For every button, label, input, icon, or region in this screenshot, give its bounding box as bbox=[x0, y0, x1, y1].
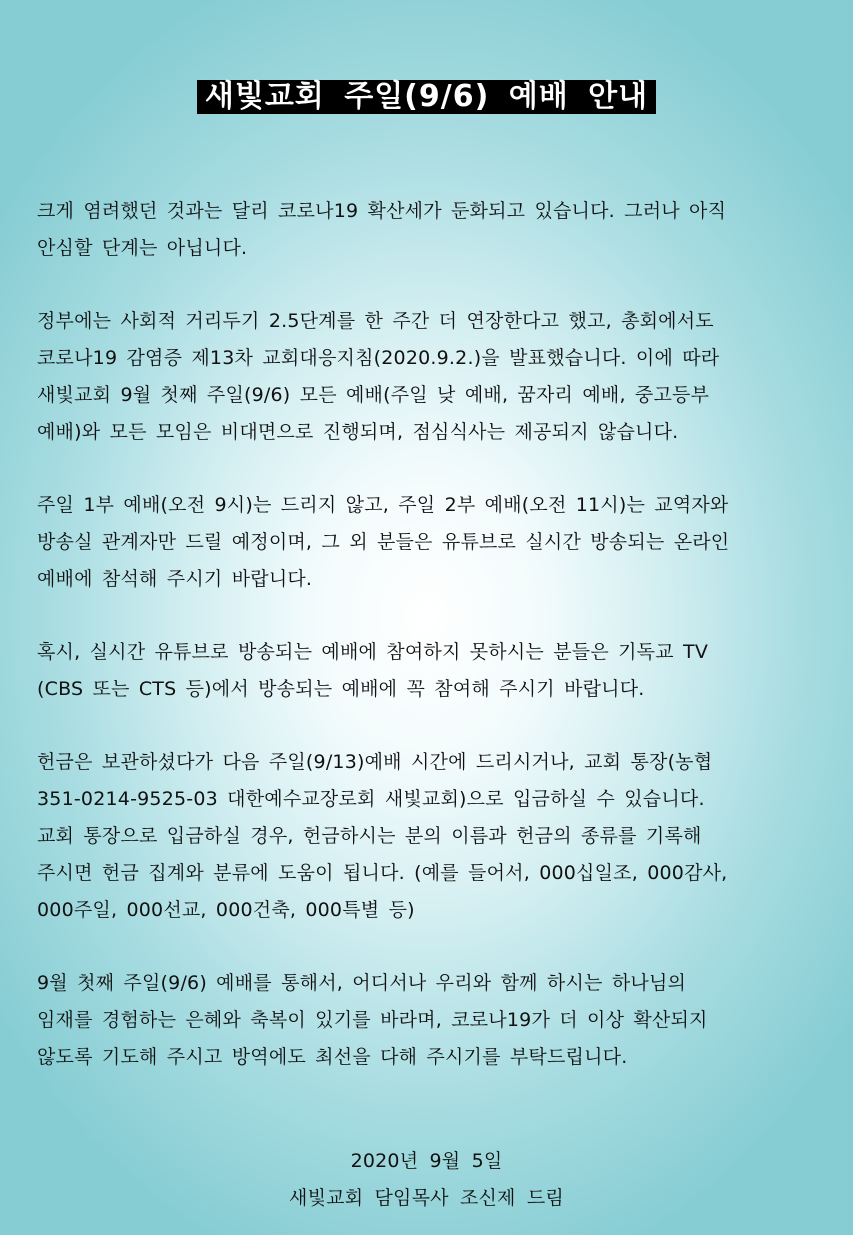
title-wrap bbox=[0, 80, 853, 114]
signature: 새빛교회 담임목사 조신제 드림 bbox=[289, 1187, 564, 1209]
text-line: 주일 1부 예배(오전 9시)는 드리지 않고, 주일 2부 예배(오전 11시)는 교역자와 bbox=[37, 494, 729, 516]
text-line: 9월 첫째 주일(9/6) 예배를 통해서, 어디서나 우리와 함께 하시는 하나님의 bbox=[37, 972, 687, 994]
paragraph-guidelines bbox=[37, 303, 837, 451]
text-line: (CBS 또는 CTS 등)에서 방송되는 예배에 꼭 참여해 주시기 바랍니다. bbox=[37, 678, 645, 700]
paragraph-status bbox=[37, 193, 837, 267]
text-line: 351-0214-9525-03 대한예수교장로회 새빛교회)으로 입금하실 수 있습니다. bbox=[37, 788, 705, 810]
text-line: 혹시, 실시간 유튜브로 방송되는 예배에 참여하지 못하시는 분들은 기독교 TV bbox=[37, 641, 709, 663]
paragraph-service-times bbox=[37, 487, 837, 598]
signature-block bbox=[0, 1143, 853, 1217]
notice-date: 2020년 9월 5일 bbox=[350, 1150, 503, 1172]
text-line: 예배)와 모든 모임은 비대면으로 진행되며, 점심식사는 제공되지 않습니다. bbox=[37, 421, 679, 443]
paragraph-broadcast bbox=[37, 634, 837, 708]
text-line: 임재를 경험하는 은혜와 축복이 있기를 바라며, 코로나19가 더 이상 확산되지 bbox=[37, 1009, 708, 1031]
text-line: 방송실 관계자만 드릴 예정이며, 그 외 분들은 유튜브로 실시간 방송되는 온라인 bbox=[37, 531, 730, 553]
text-line: 않도록 기도해 주시고 방역에도 최선을 다해 주시기를 부탁드립니다. bbox=[37, 1046, 628, 1068]
text-line: 교회 통장으로 입금하실 경우, 헌금하시는 분의 이름과 헌금의 종류를 기록해 bbox=[37, 825, 702, 847]
page-title: 새빛교회 주일(9/6) 예배 안내 bbox=[197, 80, 656, 114]
text-line: 크게 염려했던 것과는 달리 코로나19 확산세가 둔화되고 있습니다. 그러나 아직 bbox=[37, 200, 727, 222]
text-line: 새빛교회 9월 첫째 주일(9/6) 모든 예배(주일 낮 예배, 꿈자리 예배, 중고등부 bbox=[37, 384, 710, 406]
notice-body bbox=[37, 193, 837, 1112]
text-line: 헌금은 보관하셨다가 다음 주일(9/13)예배 시간에 드리시거나, 교회 통장(농협 bbox=[37, 751, 713, 773]
text-line: 000주일, 000선교, 000건축, 000특별 등) bbox=[37, 899, 415, 921]
text-line: 주시면 헌금 집계와 분류에 도움이 됩니다. (예를 들어서, 000십일조, 000감사, bbox=[37, 862, 728, 884]
paragraph-closing bbox=[37, 965, 837, 1076]
text-line: 예배에 참석해 주시기 바랍니다. bbox=[37, 568, 313, 590]
text-line: 정부에는 사회적 거리두기 2.5단계를 한 주간 더 연장한다고 했고, 총회에서도 bbox=[37, 310, 714, 332]
text-line: 코로나19 감염증 제13차 교회대응지침(2020.9.2.)을 발표했습니다. 이에 따라 bbox=[37, 347, 720, 369]
paragraph-offering bbox=[37, 744, 837, 929]
text-line: 안심할 단계는 아닙니다. bbox=[37, 237, 248, 259]
